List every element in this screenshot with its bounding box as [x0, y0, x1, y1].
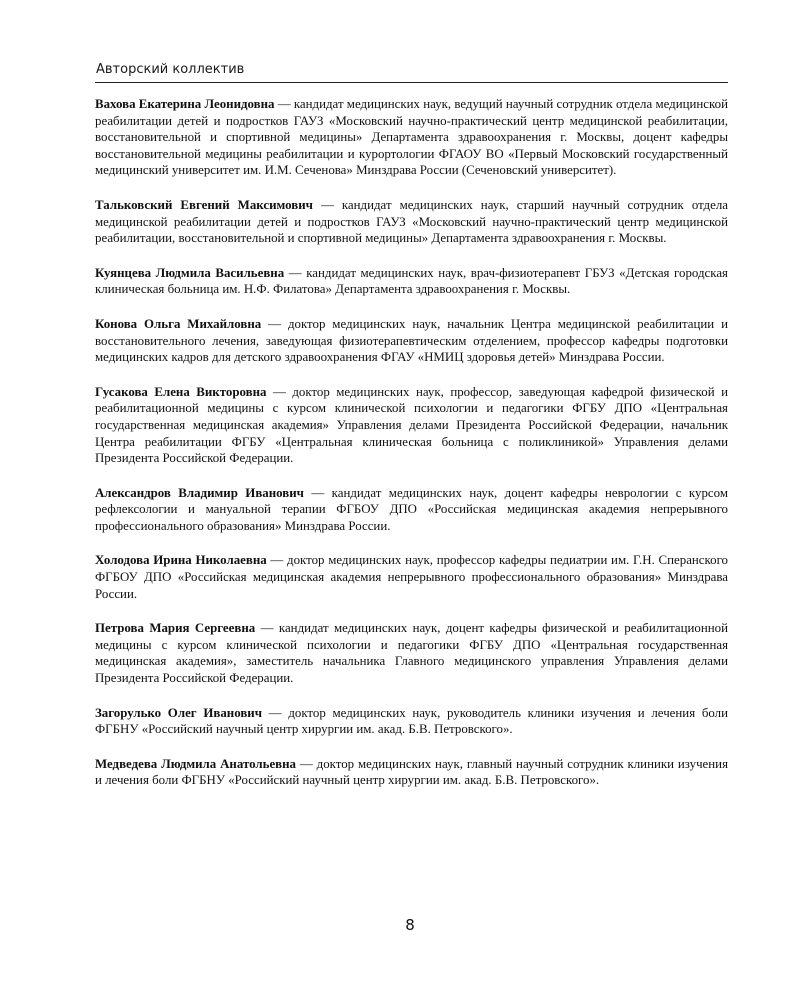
author-name: Вахова Екатерина Леонидовна: [95, 97, 275, 111]
page-number: 8: [405, 916, 415, 934]
author-description: — доктор медицинских наук, руководитель клиники изучения и лечения боли ФГБНУ «Российский научный центр хирургии им. акад. Б.В. Петровского».: [95, 705, 728, 737]
author-description: — кандидат медицинских наук, старший научный сотрудник отдела медицинской реабилитации детей и подростков ГАУЗ «Московский научно-практический центр медицинской реабилитации, восстановительной и спортивной медицины» Департамента здравоохранения г. Москвы.: [95, 197, 728, 246]
author-entry: [95, 756, 728, 789]
author-description: — кандидат медицинских наук, доцент кафедры физической и реабилитационной медицины с курсом клинической психологии и педагогики ФГБУ ДПО «Центральная государственная медицинская академия», заместитель начальника Главного медицинского управления Управления делами Президента Российской Федерации.: [95, 621, 728, 686]
author-list: [95, 96, 728, 789]
author-entry: [95, 197, 728, 247]
author-name: Гусакова Елена Викторовна: [95, 384, 267, 399]
author-entry: [95, 620, 728, 686]
author-description: — доктор медицинских наук, начальник Центра медицинской реабилитации и восстановительного лечения, заведующая физиотерапевтическим отделением, профессор кафедры подготовки медицинских кадров для детского здравоохранения ФГАУ «НМИЦ здоровья детей» Минздрава России.: [95, 316, 728, 365]
author-entry: [95, 316, 728, 366]
author-description: — доктор медицинских наук, профессор, заведующая кафедрой физической и реабилитационной медицины с курсом клинической психологии и педагогики ФГБУ ДПО «Центральная государственная медицинская академия» Управления делами Президента Российской Федерации, начальник Центра реабилитации ФГБУ «Центральная клиническая больница с поликлиникой» Управления делами Президента Российской Федерации.: [95, 384, 728, 466]
author-description: — доктор медицинских наук, профессор кафедры педиатрии им. Г.Н. Сперанского ФГБОУ ДПО «Российская медицинская академия непрерывного профессионального образования» Минздрава России.: [95, 553, 728, 601]
page: [95, 58, 728, 807]
author-description: — кандидат медицинских наук, врач-физиотерапевт ГБУЗ «Детская городская клиническая больница им. Н.Ф. Филатова» Департамента здравоохранения г. Москвы.: [95, 265, 728, 297]
author-entry: [95, 485, 728, 535]
author-name: Медведева Людмила Анатольевна: [95, 756, 297, 771]
author-entry: [95, 384, 728, 467]
author-name: Загорулько Олег Иванович: [95, 705, 263, 720]
author-name: Александров Владимир Иванович: [95, 485, 304, 500]
author-entry: [95, 96, 728, 179]
author-name: Конова Ольга Михайловна: [95, 316, 262, 331]
author-entry: [95, 265, 728, 298]
author-description: — кандидат медицинских наук, доцент кафедры неврологии с курсом рефлексологии и мануальной терапии ФГБОУ ДПО «Российская медицинская академия непрерывного профессионального образования» Минздрава России.: [95, 485, 728, 533]
author-entry: [95, 552, 728, 602]
author-entry: [95, 705, 728, 738]
running-head: Авторский коллектив: [95, 58, 728, 83]
author-name: Петрова Мария Сергеевна: [95, 621, 256, 636]
author-name: Куянцева Людмила Васильевна: [95, 265, 285, 280]
author-description: — доктор медицинских наук, главный научный сотрудник клиники изучения и лечения боли ФГБНУ «Российский научный центр хирургии им. акад. Б.В. Петровского».: [95, 756, 728, 788]
author-name: Тальковский Евгений Максимович: [95, 197, 313, 212]
author-description: — кандидат медицинских наук, ведущий научный сотрудник отдела медицинской реабилитации детей и подростков ГАУЗ «Московский научно-практический центр медицинской реабилитации, восстановительной и спортивной медицины» Департамента здравоохранения г. Москвы, доцент кафедры восстановительной медицины реабилитации и курортологии ФГАОУ ВО «Первый Московский государственный медицинский университет им. И.М. Сеченова» Минздрава России (Сеченовский университет).: [95, 97, 728, 178]
author-name: Холодова Ирина Николаевна: [95, 553, 267, 568]
